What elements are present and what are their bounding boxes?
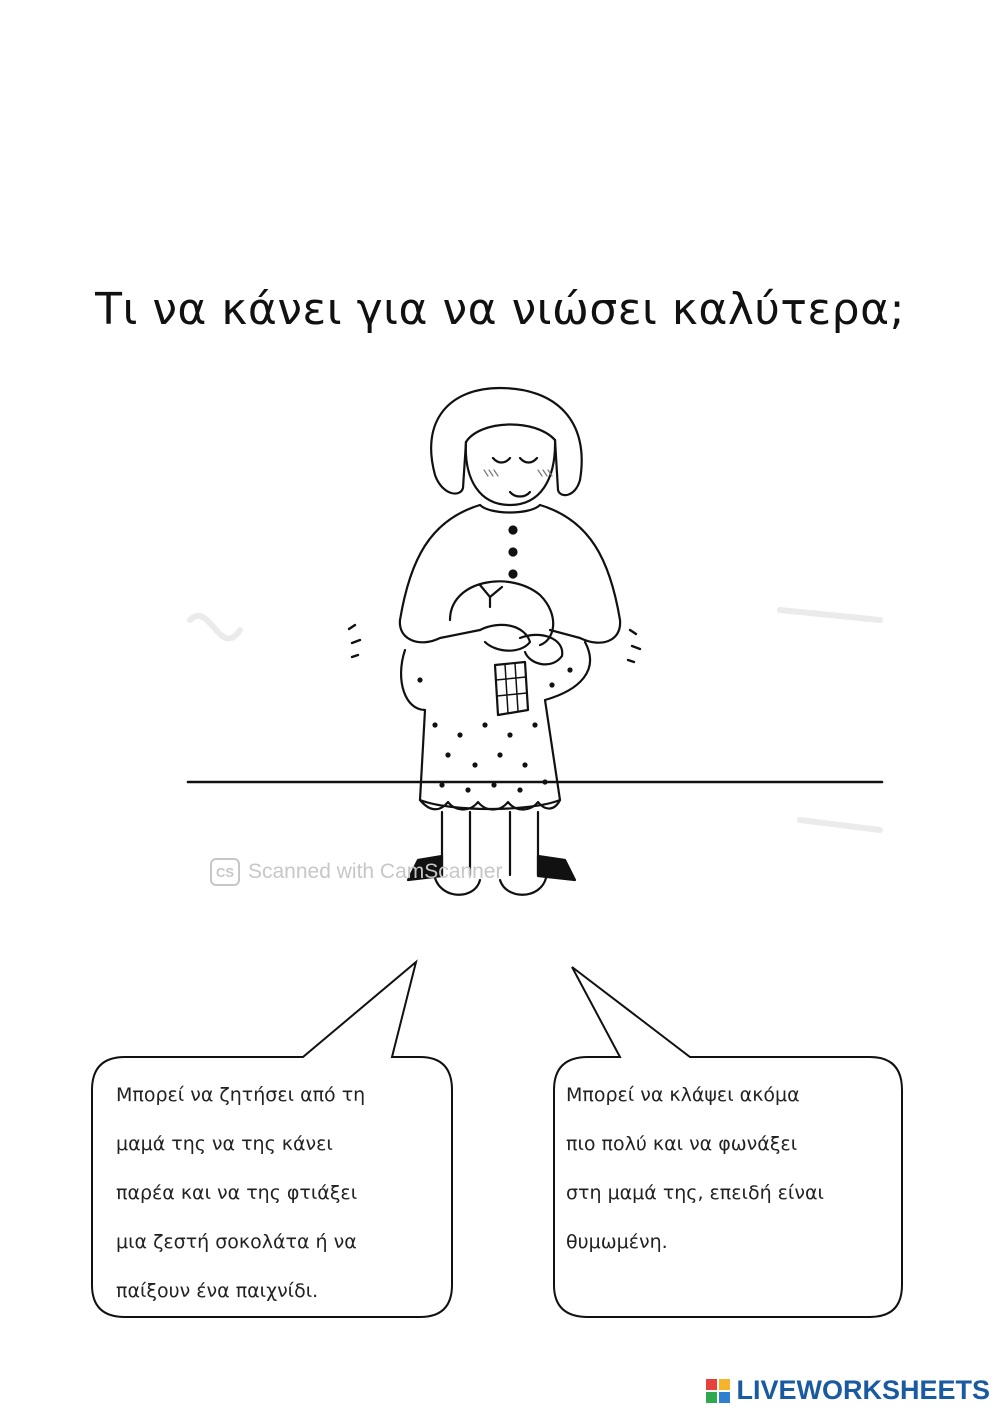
camscanner-watermark [210,858,502,886]
bubble-left-line: παρέα και να της φτιάξει [116,1182,358,1204]
bubble-left-line: μια ζεστή σοκολάτα ή να [116,1231,357,1253]
liveworksheets-brand[interactable] [706,1375,990,1406]
bubble-left-line: παίξουν ένα παιχνίδι. [116,1280,319,1302]
liveworksheets-logo-icon [706,1379,730,1403]
bubble-left-line: μαμά της να της κάνει [116,1133,333,1155]
bubble-left-text [116,1071,416,1316]
bubble-right-line: Μπορεί να κλάψει ακόμα [566,1084,800,1106]
page-title: Τι να κάνει για να νιώσει καλύτερα; [95,284,905,335]
bubble-left-line: Μπορεί να ζητήσει από τη [116,1084,366,1106]
bubble-right-line: θυμωμένη. [566,1231,668,1253]
camscanner-logo-icon: CS [210,858,240,886]
brand-name: LIVEWORKSHEETS [736,1375,990,1405]
bubble-right-line: στη μαμά της, επειδή είναι [566,1182,824,1204]
watermark-text: Scanned with CamScanner [248,860,503,883]
bubble-right-line: πιο πολύ και να φωνάξει [566,1133,798,1155]
bubble-right-text [566,1071,866,1267]
girl-hugging-doll-illustration [180,380,890,920]
